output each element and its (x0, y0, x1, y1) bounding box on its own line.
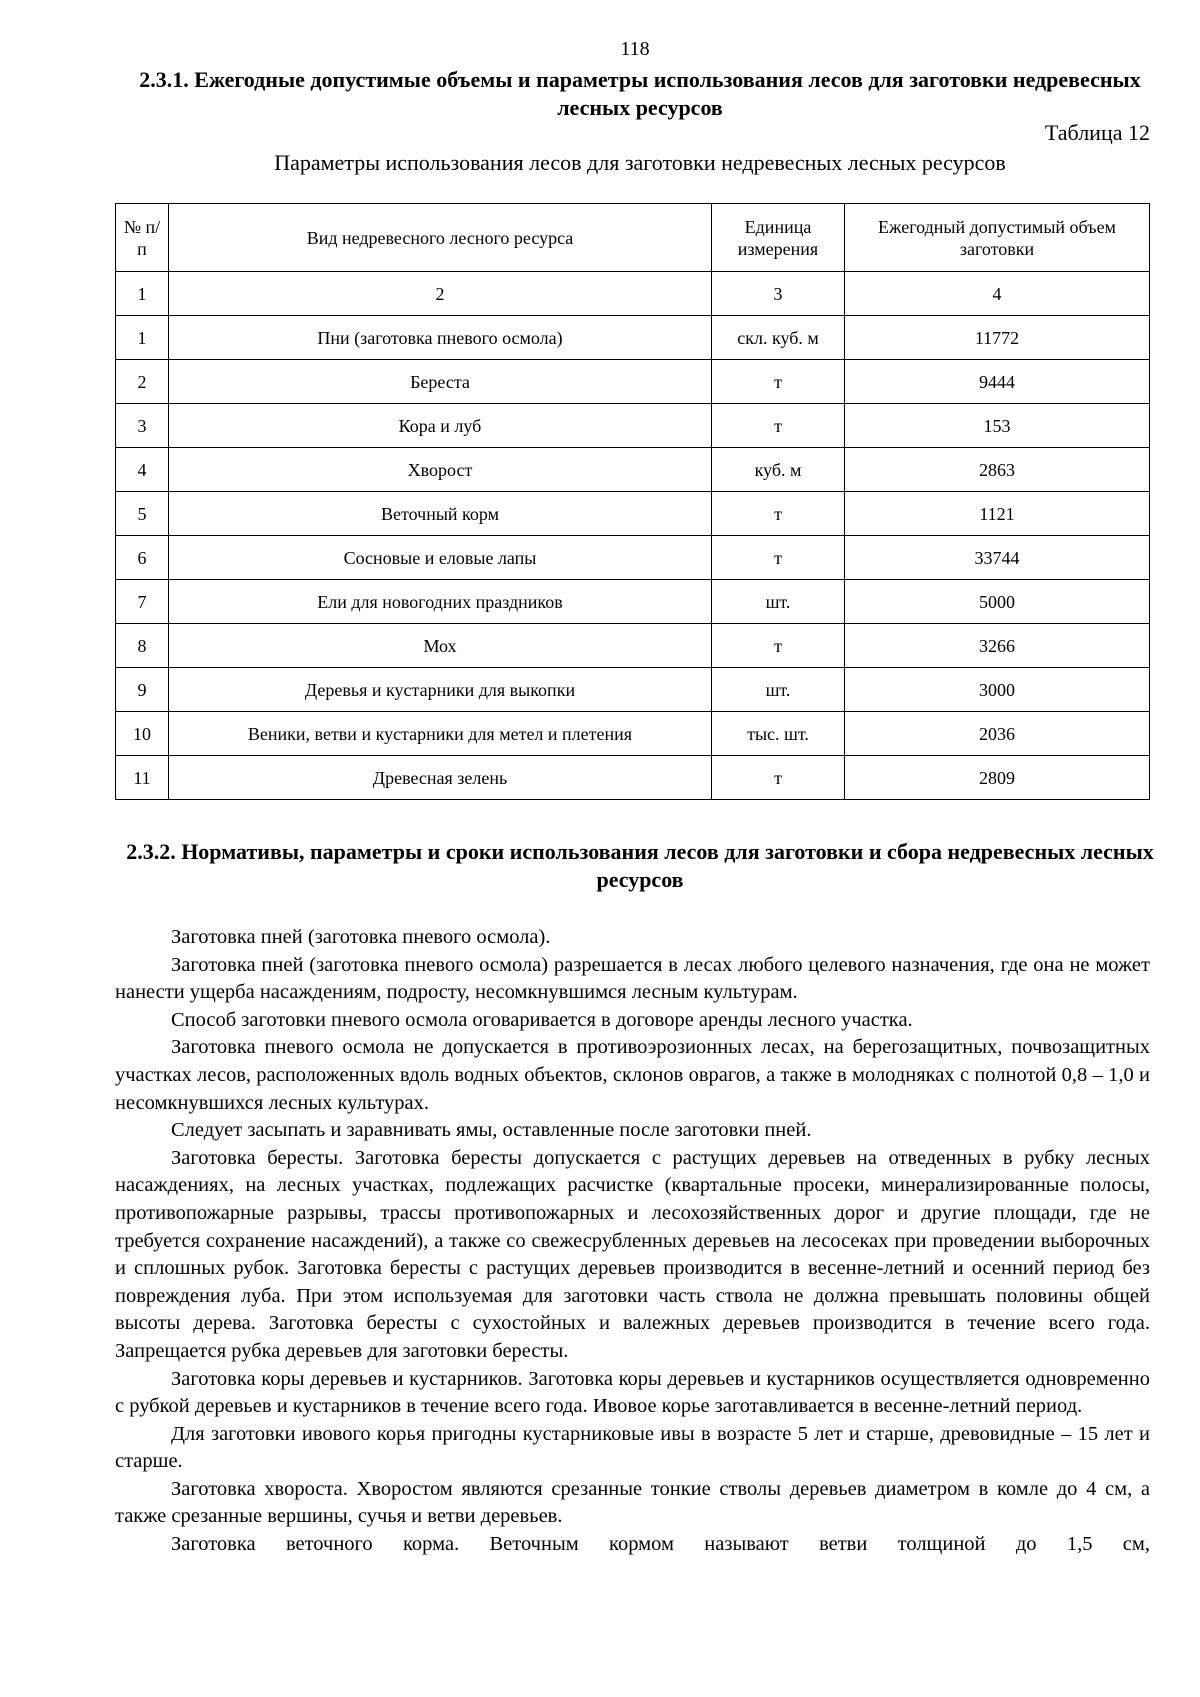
table-label: Таблица 12 (1044, 120, 1150, 145)
paragraph: Заготовка хвороста. Хворостом являются срезанные тонкие стволы деревьев диаметром в комле до 4 см, а также срезанные вершины, сучья и ветви деревьев. (115, 1477, 1150, 1528)
unit-cell: т (712, 360, 845, 404)
column-number-cell: 1 (116, 272, 169, 316)
paragraph: Для заготовки ивового корья пригодны кустарниковые ивы в возрасте 5 лет и старше, древовидные – 15 лет и старше. (115, 1422, 1150, 1473)
paragraph: Способ заготовки пневого осмола оговаривается в договоре аренды лесного участка. (171, 1008, 913, 1031)
annual-volume-cell: 3266 (845, 624, 1150, 668)
unit-cell: куб. м (712, 448, 845, 492)
resource-type-cell: Береста (169, 360, 712, 404)
table-row (116, 668, 1150, 712)
body-text (115, 924, 1150, 1559)
annual-volume-cell: 1121 (845, 492, 1150, 536)
unit-cell: т (712, 404, 845, 448)
resource-type-cell: Веточный корм (169, 492, 712, 536)
annual-volume-cell: 33744 (845, 536, 1150, 580)
resource-type-cell: Сосновые и еловые лапы (169, 536, 712, 580)
resource-type-cell: Мох (169, 624, 712, 668)
unit-cell: т (712, 492, 845, 536)
table-caption: Параметры использования лесов для заготовки недревесных лесных ресурсов (274, 150, 1006, 175)
annual-volume-cell: 3000 (845, 668, 1150, 712)
unit-cell: т (712, 536, 845, 580)
row-number-cell: 10 (116, 712, 169, 756)
header-resource-type: Вид недревесного лесного ресурса (169, 204, 712, 272)
paragraph: Заготовка коры деревьев и кустарников. Заготовка коры деревьев и кустарников осуществляется одновременно с рубкой деревьев и кустарников в течение всего года. Ивовое корье заготавливается в весенне-летний период. (115, 1367, 1150, 1418)
table-row (116, 448, 1150, 492)
header-unit: Единица измерения (712, 204, 845, 272)
unit-cell: тыс. шт. (712, 712, 845, 756)
header-annual-volume: Ежегодный допустимый объем заготовки (845, 204, 1150, 272)
paragraph: Заготовка пней (заготовка пневого осмола). (171, 926, 551, 948)
unit-cell: шт. (712, 580, 845, 624)
row-number-cell: 7 (116, 580, 169, 624)
column-number-cell: 3 (712, 272, 845, 316)
paragraph: Заготовка пней (заготовка пневого осмола) разрешается в лесах любого целевого назначения, где она не может нанести ущерба насаждениям, подросту, несомкнувшимся лесным культурам. (115, 953, 1150, 1004)
resource-type-cell: Деревья и кустарники для выкопки (169, 668, 712, 712)
table-row (116, 316, 1150, 360)
annual-volume-cell: 153 (845, 404, 1150, 448)
table-body (116, 316, 1150, 800)
table-row (116, 756, 1150, 800)
row-number-cell: 9 (116, 668, 169, 712)
row-number-cell: 3 (116, 404, 169, 448)
unit-cell: шт. (712, 668, 845, 712)
annual-volume-cell: 5000 (845, 580, 1150, 624)
resource-type-cell: Кора и луб (169, 404, 712, 448)
table-row (116, 624, 1150, 668)
annual-volume-cell: 9444 (845, 360, 1150, 404)
table-row (116, 536, 1150, 580)
resource-type-cell: Древесная зелень (169, 756, 712, 800)
table-row (116, 580, 1150, 624)
header-number: № п/п (116, 204, 169, 272)
table-row (116, 404, 1150, 448)
annual-volume-cell: 2809 (845, 756, 1150, 800)
paragraph: Следует засыпать и заравнивать ямы, оставленные после заготовки пней. (171, 1119, 812, 1142)
resource-type-cell: Ели для новогодних праздников (169, 580, 712, 624)
row-number-cell: 1 (116, 316, 169, 360)
paragraph: Заготовка веточного корма. Веточным кормом называют ветви толщиной до 1,5 см, (171, 1533, 1150, 1556)
row-number-cell: 4 (116, 448, 169, 492)
row-number-cell: 8 (116, 624, 169, 668)
row-number-cell: 11 (116, 756, 169, 800)
section-heading-2-3-2: 2.3.2. Нормативы, параметры и сроки использования лесов для заготовки и сбора недревесных лесных ресурсов (126, 839, 1154, 892)
annual-volume-cell: 11772 (845, 316, 1150, 360)
column-number-cell: 2 (169, 272, 712, 316)
unit-cell: т (712, 756, 845, 800)
resources-table (115, 203, 1150, 800)
paragraph: Заготовка бересты. Заготовка бересты допускается с растущих деревьев на отведенных в рубку лесных насаждениях, на лесных участках, подлежащих расчистке (квартальные просеки, минерализированные полосы, противопожарные разрывы, трассы противопожарных и лесохозяйственных дорог и другие площади, где не требуется сохранение насаждений), а также со свежесрубленных деревьев на лесосеках при проведении выборочных и сплошных рубок. Заготовка бересты с растущих деревьев производится в весенне-летний и осенний период без повреждения луба. При этом используемая для заготовки часть ствола не должна превышать половины общей высоты дерева. Заготовка бересты с сухостойных и валежных деревьев производится в течение всего года. Запрещается рубка деревьев для заготовки бересты. (115, 1146, 1150, 1362)
table-row (116, 360, 1150, 404)
annual-volume-cell: 2863 (845, 448, 1150, 492)
unit-cell: т (712, 624, 845, 668)
row-number-cell: 5 (116, 492, 169, 536)
table-row (116, 492, 1150, 536)
paragraph: Заготовка пневого осмола не допускается в противоэрозионных лесах, на берегозащитных, почвозащитных участках лесов, расположенных вдоль водных объектов, склонов оврагов, а также в молодняках с полнотой 0,8 – 1,0 и несомкнувшихся лесных культурах. (115, 1036, 1150, 1114)
unit-cell: скл. куб. м (712, 316, 845, 360)
row-number-cell: 6 (116, 536, 169, 580)
annual-volume-cell: 2036 (845, 712, 1150, 756)
resource-type-cell: Хворост (169, 448, 712, 492)
table-row (116, 712, 1150, 756)
resource-type-cell: Пни (заготовка пневого осмола) (169, 316, 712, 360)
page-number: 118 (620, 38, 650, 60)
section-heading-2-3-1: 2.3.1. Ежегодные допустимые объемы и параметры использования лесов для заготовки недревесных лесных ресурсов (139, 67, 1141, 120)
table-column-numbers-row (116, 272, 1150, 316)
row-number-cell: 2 (116, 360, 169, 404)
column-number-cell: 4 (845, 272, 1150, 316)
table-header-row (116, 204, 1150, 272)
resource-type-cell: Веники, ветви и кустарники для метел и плетения (169, 712, 712, 756)
